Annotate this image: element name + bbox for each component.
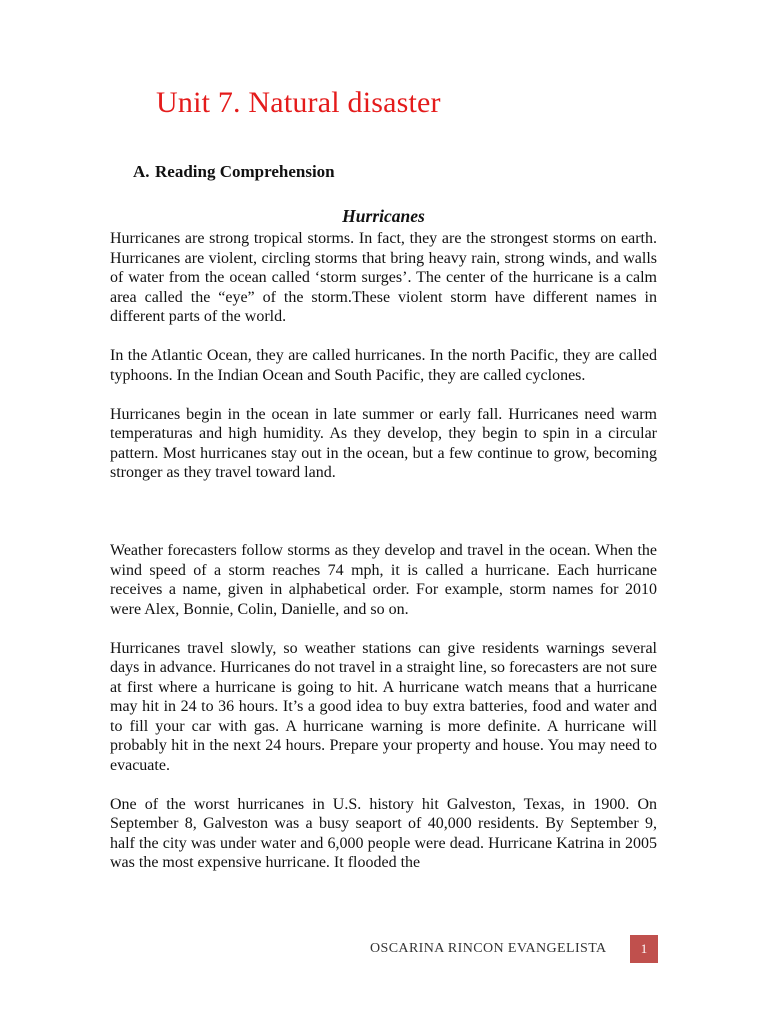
footer-author: OSCARINA RINCON EVANGELISTA xyxy=(370,941,607,956)
paragraph-5: Hurricanes travel slowly, so weather stations can give residents warnings several days in advance. Hurricanes do not travel in a straight line, so forecasters are not sure at first where a hurricane is going to hit. A hurricane watch means that a hurricane may hit in 24 to 36 hours. It’s a good idea to buy extra batteries, food and water and to fill your car with gas. A hurricane warning is more definite. A hurricane will probably hit in the next 24 hours. Prepare your property and house. You may need to evacuate. xyxy=(110,639,657,774)
unit-title: Unit 7. Natural disaster xyxy=(156,86,441,119)
section-number: A. xyxy=(133,162,150,181)
section-heading xyxy=(133,162,335,182)
paragraph-6: One of the worst hurricanes in U.S. history hit Galveston, Texas, in 1900. On September 8, Galveston was a busy seaport of 40,000 residents. By September 9, half the city was under water and 6,000 people were dead. Hurricane Katrina in 2005 was the most expensive hurricane. It flooded the xyxy=(110,795,657,871)
article-title: Hurricanes xyxy=(342,206,425,226)
page-number-badge: 1 xyxy=(630,935,658,963)
section-label: Reading Comprehension xyxy=(155,162,335,181)
paragraph-3: Hurricanes begin in the ocean in late summer or early fall. Hurricanes need warm temperaturas and high humidity. As they develop, they begin to spin in a circular pattern. Most hurricanes stay out in the ocean, but a few continue to grow, becoming stronger as they travel toward land. xyxy=(110,405,657,481)
page-footer xyxy=(370,935,658,963)
paragraph-4: Weather forecasters follow storms as they develop and travel in the ocean. When the wind speed of a storm reaches 74 mph, it is called a hurricane. Each hurricane receives a name, given in alphabetical order. For example, storm names for 2010 were Alex, Bonnie, Colin, Danielle, and so on. xyxy=(110,542,657,618)
paragraph-2: In the Atlantic Ocean, they are called hurricanes. In the north Pacific, they are called typhoons. In the Indian Ocean and South Pacific, they are called cyclones. xyxy=(110,347,657,384)
paragraph-1: Hurricanes are strong tropical storms. In fact, they are the strongest storms on earth. Hurricanes are violent, circling storms that bring heavy rain, strong winds, and walls of water from the ocean called ‘storm surges’. The center of the hurricane is a calm area called the “eye” of the storm.These violent storm have different names in different parts of the world. xyxy=(110,230,657,325)
article-body xyxy=(110,229,657,873)
